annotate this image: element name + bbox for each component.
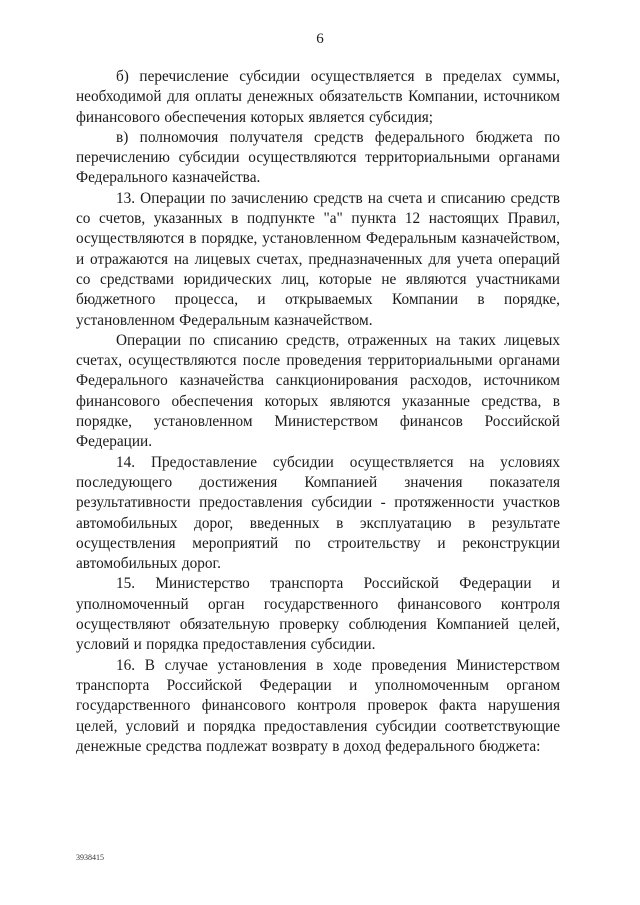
page-number: 6 xyxy=(316,31,324,47)
paragraph-14: 14. Предоставление субсидии осуществляется на условиях последующего достижения Компанией значения показателя результативности предоставления субсидии - протяженности участков автомобильных дорог, введенных в эксплуатацию в результате осуществления мероприятий по строительству и реконструкции автомобильных дорог. xyxy=(76,453,560,573)
paragraph-v: в) полномочия получателя средств федерального бюджета по перечислению субсидии осуществляются территориальными органами Федерального казначейства. xyxy=(76,128,560,187)
paragraph-13-operations: Операции по списанию средств, отраженных на таких лицевых счетах, осуществляются после проведения территориальными органами Федерального казначейства санкционирования расходов, источником финансового обеспечения которых являются указанные средства, в порядке, установленном Министерством финансов Российской Федерации. xyxy=(76,331,560,451)
document-code: 3938415 xyxy=(76,853,104,862)
paragraph-15: 15. Министерство транспорта Российской Федерации и уполномоченный орган государственного финансового контроля осуществляют обязательную проверку соблюдения Компанией целей, условий и порядка предоставления субсидии. xyxy=(76,575,560,654)
paragraph-b: б) перечисление субсидии осуществляется в пределах суммы, необходимой для оплаты денежных обязательств Компании, источником финансового обеспечения которых является субсидия; xyxy=(76,68,560,126)
paragraph-16: 16. В случае установления в ходе проведения Министерством транспорта Российской Федерации и уполномоченным органом государственного финансового контроля проверок факта нарушения целей, условий и порядка предоставления субсидии соответствующие денежные средства подлежат возврату в доход федерального бюджета: xyxy=(76,656,560,755)
document-body xyxy=(76,67,560,757)
paragraph-13: 13. Операции по зачислению средств на счета и списанию средств со счетов, указанных в подпункте "а" пункта 12 настоящих Правил, осуществляются в порядке, установленном Федеральным казначейством, и отражаются на лицевых счетах, предназначенных для учета операций со средствами юридических лиц, которые не являются участниками бюджетного процесса, и открываемых Компании в порядке, установленном Федеральным казначейством. xyxy=(76,189,560,329)
